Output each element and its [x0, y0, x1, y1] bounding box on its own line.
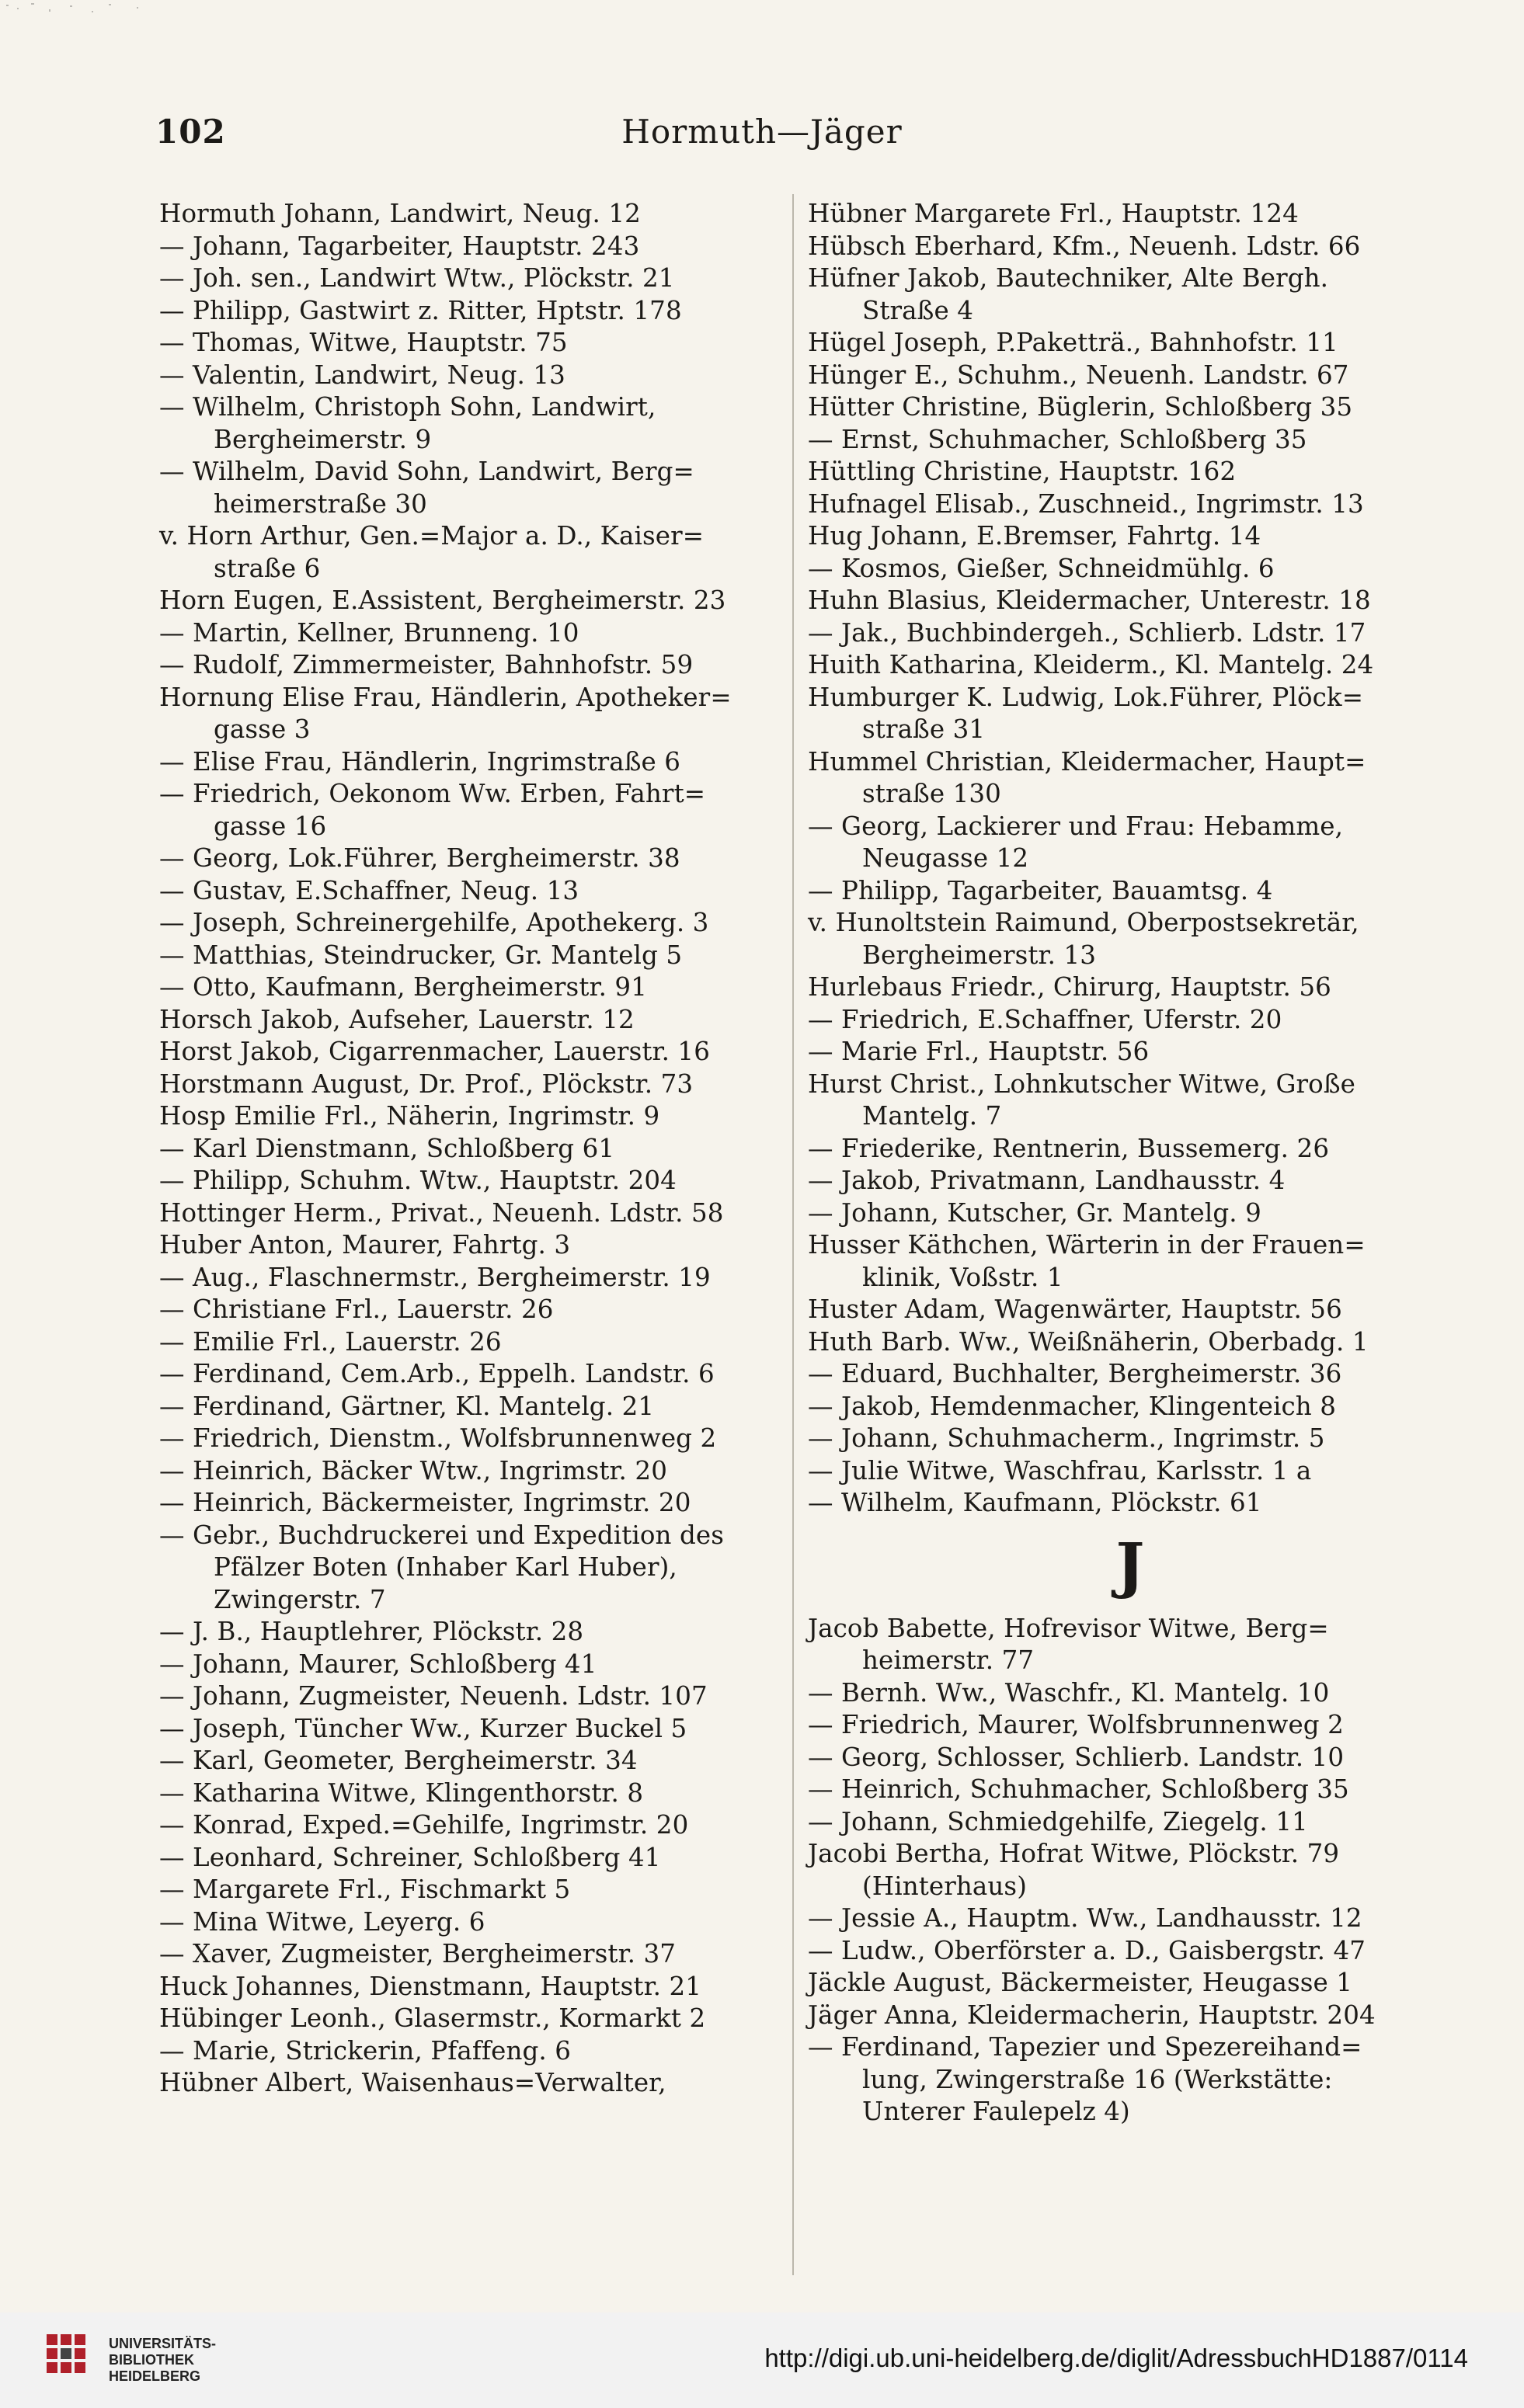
directory-entry: — Heinrich, Bäckermeister, Ingrimstr. 20	[159, 1488, 691, 1517]
entry-continuation: Straße 4	[862, 295, 973, 325]
directory-entry: — Wilhelm, David Sohn, Landwirt, Berg=	[159, 457, 694, 486]
directory-entry: Horst Jakob, Cigarrenmacher, Lauerstr. 16	[159, 1037, 710, 1066]
directory-entry: Hübinger Leonh., Glasermstr., Kormarkt 2	[159, 2003, 706, 2033]
directory-entry: Huhn Blasius, Kleidermacher, Unterestr. 18	[808, 585, 1371, 615]
directory-entry: — Jak., Buchbindergeh., Schlierb. Ldstr. 17	[808, 617, 1366, 648]
directory-entry: — Rudolf, Zimmermeister, Bahnhofstr. 59	[159, 650, 694, 679]
directory-entry: — Ferdinand, Cem.Arb., Eppelh. Landstr. 6	[159, 1359, 715, 1388]
right-column-entries-j	[808, 1613, 1453, 2128]
directory-entry: — Kosmos, Gießer, Schneidmühlg. 6	[808, 553, 1275, 583]
directory-entry: Horsch Jakob, Aufseher, Lauerstr. 12	[159, 1004, 635, 1034]
directory-entry: Jäger Anna, Kleidermacherin, Hauptstr. 204	[808, 2000, 1376, 2030]
entry-continuation: Pfälzer Boten (Inhaber Karl Huber),	[214, 1552, 677, 1582]
directory-entry: — Friedrich, Maurer, Wolfsbrunnenweg 2	[808, 1710, 1344, 1739]
directory-entry: Hüfner Jakob, Bautechniker, Alte Bergh.	[808, 263, 1329, 293]
directory-entry: Horn Eugen, E.Assistent, Bergheimerstr. 23	[159, 585, 726, 615]
directory-entry: — Friederike, Rentnerin, Bussemerg. 26	[808, 1133, 1330, 1163]
directory-entry: — Joseph, Schreinergehilfe, Apothekerg. 3	[159, 908, 709, 937]
entry-continuation: lung, Zwingerstraße 16 (Werkstätte:	[862, 2064, 1333, 2094]
directory-entry: Huth Barb. Ww., Weißnäherin, Oberbadg. 1	[808, 1326, 1369, 1357]
directory-entry: Humburger K. Ludwig, Lok.Führer, Plöck=	[808, 682, 1364, 712]
directory-entry: — Friedrich, Dienstm., Wolfsbrunnenweg 2	[159, 1423, 717, 1453]
running-head: Hormuth—Jäger	[621, 113, 903, 151]
directory-entry: — Mina Witwe, Leyerg. 6	[159, 1906, 485, 1937]
directory-entry: — Jakob, Hemdenmacher, Klingenteich 8	[808, 1391, 1337, 1421]
directory-entry: Huber Anton, Maurer, Fahrtg. 3	[159, 1230, 571, 1260]
entry-continuation: heimerstr. 77	[862, 1645, 1035, 1675]
library-name-line: UNIVERSITÄTS-	[109, 2336, 217, 2351]
directory-entry: — Xaver, Zugmeister, Bergheimerstr. 37	[159, 1939, 677, 1968]
scan-artifact	[0, 0, 202, 31]
directory-entry: Huster Adam, Wagenwärter, Hauptstr. 56	[808, 1294, 1342, 1324]
directory-entry: — Emilie Frl., Lauerstr. 26	[159, 1326, 502, 1357]
entry-continuation: klinik, Voßstr. 1	[862, 1262, 1063, 1292]
directory-entry: — Konrad, Exped.=Gehilfe, Ingrimstr. 20	[159, 1810, 689, 1840]
entry-continuation: Neugasse 12	[862, 843, 1029, 873]
directory-entry: — Martin, Kellner, Brunneng. 10	[159, 617, 579, 648]
entry-continuation: straße 31	[862, 714, 986, 744]
directory-entry: — Friedrich, E.Schaffner, Uferstr. 20	[808, 1004, 1282, 1034]
directory-entry: — Matthias, Steindrucker, Gr. Mantelg 5	[159, 940, 683, 970]
directory-entry: — Jakob, Privatmann, Landhausstr. 4	[808, 1166, 1286, 1195]
directory-entry: — Karl Dienstmann, Schloßberg 61	[159, 1133, 615, 1163]
directory-entry: Hufnagel Elisab., Zuschneid., Ingrimstr. 13	[808, 488, 1364, 519]
entry-continuation: gasse 16	[214, 811, 327, 841]
directory-entry: — Heinrich, Schuhmacher, Schloßberg 35	[808, 1774, 1349, 1804]
directory-entry: — Marie Frl., Hauptstr. 56	[808, 1037, 1150, 1066]
directory-entry: — Heinrich, Bäcker Wtw., Ingrimstr. 20	[159, 1455, 667, 1485]
directory-entry: v. Hunoltstein Raimund, Oberpostsekretär,	[808, 908, 1359, 937]
directory-entry: — Elise Frau, Händlerin, Ingrimstraße 6	[159, 746, 681, 777]
entry-continuation: (Hinterhaus)	[862, 1871, 1027, 1901]
library-name	[109, 2336, 216, 2385]
directory-entry: Hübner Margarete Frl., Hauptstr. 124	[808, 199, 1299, 228]
directory-entry: — Georg, Schlosser, Schlierb. Landstr. 10	[808, 1742, 1345, 1772]
directory-entry: Huck Johannes, Dienstmann, Hauptstr. 21	[159, 1971, 702, 2001]
directory-entry: — Johann, Zugmeister, Neuenh. Ldstr. 107	[159, 1681, 708, 1711]
library-name-line: BIBLIOTHEK	[109, 2352, 194, 2368]
entry-continuation: heimerstraße 30	[214, 488, 427, 519]
directory-entry: — Philipp, Tagarbeiter, Bauamtsg. 4	[808, 875, 1273, 905]
directory-entry: — Gebr., Buchdruckerei und Expedition des	[159, 1520, 725, 1550]
entry-continuation: Bergheimerstr. 13	[862, 940, 1097, 970]
directory-entry: — J. B., Hauptlehrer, Plöckstr. 28	[159, 1617, 584, 1646]
directory-entry: Husser Käthchen, Wärterin in der Frauen=	[808, 1230, 1366, 1260]
directory-entry: — Eduard, Buchhalter, Bergheimerstr. 36	[808, 1359, 1342, 1388]
directory-entry: — Christiane Frl., Lauerstr. 26	[159, 1294, 554, 1324]
directory-entry: Hübsch Eberhard, Kfm., Neuenh. Ldstr. 66	[808, 231, 1361, 261]
directory-entry: — Marie, Strickerin, Pfaffeng. 6	[159, 2035, 572, 2066]
directory-entry: — Philipp, Schuhm. Wtw., Hauptstr. 204	[159, 1166, 677, 1195]
directory-entry: — Georg, Lok.Führer, Bergheimerstr. 38	[159, 843, 680, 873]
directory-entry: Horstmann August, Dr. Prof., Plöckstr. 73	[159, 1068, 694, 1099]
directory-entry: — Ernst, Schuhmacher, Schloßberg 35	[808, 424, 1307, 454]
directory-entry: — Ferdinand, Tapezier und Spezereihand=	[808, 2032, 1362, 2062]
directory-entry: — Philipp, Gastwirt z. Ritter, Hptstr. 178	[159, 295, 682, 325]
directory-entry: Hüttling Christine, Hauptstr. 162	[808, 457, 1237, 486]
directory-entry: — Joh. sen., Landwirt Wtw., Plöckstr. 21	[159, 263, 675, 293]
directory-entry: Hornung Elise Frau, Händlerin, Apotheker=	[159, 682, 732, 712]
directory-entry: — Johann, Schmiedgehilfe, Ziegelg. 11	[808, 1806, 1308, 1836]
directory-entry: Hurlebaus Friedr., Chirurg, Hauptstr. 56	[808, 972, 1331, 1002]
directory-entry: Hurst Christ., Lohnkutscher Witwe, Große	[808, 1068, 1355, 1099]
right-column-entries-h	[808, 198, 1453, 1520]
directory-entry: — Jessie A., Hauptm. Ww., Landhausstr. 12	[808, 1903, 1362, 1933]
footer-bar	[0, 2312, 1524, 2408]
directory-entry: — Wilhelm, Christoph Sohn, Landwirt,	[159, 392, 656, 422]
directory-entry: Jäckle August, Bäckermeister, Heugasse 1	[808, 1968, 1353, 1997]
directory-entry: Hübner Albert, Waisenhaus=Verwalter,	[159, 2068, 666, 2097]
section-letter: J	[1115, 1530, 1145, 1601]
entry-continuation: gasse 3	[214, 714, 311, 744]
directory-entry: Hütter Christine, Büglerin, Schloßberg 35	[808, 392, 1353, 422]
directory-entry: Hug Johann, E.Bremser, Fahrtg. 14	[808, 521, 1261, 551]
right-column	[808, 198, 1453, 2128]
page-number: 102	[155, 113, 226, 151]
source-url-link[interactable]: http://digi.ub.uni-heidelberg.de/diglit/AdressbuchHD1887/0114	[764, 2344, 1468, 2372]
university-library-logo-icon	[47, 2334, 98, 2385]
directory-entry: — Thomas, Witwe, Hauptstr. 75	[159, 328, 568, 357]
entry-continuation: Unterer Faulepelz 4)	[862, 2097, 1130, 2126]
directory-entry: — Aug., Flaschnermstr., Bergheimerstr. 19	[159, 1262, 711, 1292]
entry-continuation: Bergheimerstr. 9	[214, 424, 432, 454]
entry-continuation: straße 130	[862, 779, 1001, 808]
directory-entry: — Valentin, Landwirt, Neug. 13	[159, 360, 565, 390]
left-column	[159, 198, 804, 2100]
directory-entry: — Karl, Geometer, Bergheimerstr. 34	[159, 1746, 638, 1775]
entry-continuation: straße 6	[214, 553, 321, 583]
directory-entry: — Gustav, E.Schaffner, Neug. 13	[159, 875, 579, 905]
directory-entry: — Bernh. Ww., Waschfr., Kl. Mantelg. 10	[808, 1677, 1330, 1708]
directory-entry: — Otto, Kaufmann, Bergheimerstr. 91	[159, 972, 647, 1002]
entry-continuation: Mantelg. 7	[862, 1101, 1002, 1131]
directory-entry: Hottinger Herm., Privat., Neuenh. Ldstr. 58	[159, 1197, 724, 1228]
directory-entry: — Joseph, Tüncher Ww., Kurzer Buckel 5	[159, 1713, 687, 1743]
directory-entry: Jacob Babette, Hofrevisor Witwe, Berg=	[808, 1613, 1329, 1643]
directory-entry: — Johann, Kutscher, Gr. Mantelg. 9	[808, 1197, 1261, 1228]
entry-continuation: Zwingerstr. 7	[214, 1584, 386, 1614]
directory-entry: Hormuth Johann, Landwirt, Neug. 12	[159, 199, 641, 228]
directory-entry: — Friedrich, Oekonom Ww. Erben, Fahrt=	[159, 779, 706, 808]
directory-entry: — Katharina Witwe, Klingenthorstr. 8	[159, 1777, 644, 1808]
directory-entry: — Julie Witwe, Waschfrau, Karlsstr. 1 a	[808, 1455, 1312, 1485]
directory-entry: — Margarete Frl., Fischmarkt 5	[159, 1875, 571, 1904]
directory-entry: Jacobi Bertha, Hofrat Witwe, Plöckstr. 79	[808, 1839, 1340, 1868]
directory-entry: — Wilhelm, Kaufmann, Plöckstr. 61	[808, 1488, 1262, 1517]
directory-entry: Huith Katharina, Kleiderm., Kl. Mantelg. 24	[808, 650, 1374, 679]
library-name-line: HEIDELBERG	[109, 2368, 201, 2384]
directory-entry: — Ferdinand, Gärtner, Kl. Mantelg. 21	[159, 1391, 655, 1421]
directory-entry: v. Horn Arthur, Gen.=Major a. D., Kaiser=	[159, 521, 705, 551]
directory-entry: — Georg, Lackierer und Frau: Hebamme,	[808, 811, 1344, 841]
directory-entry: — Johann, Maurer, Schloßberg 41	[159, 1649, 597, 1679]
directory-entry: Hünger E., Schuhm., Neuenh. Landstr. 67	[808, 360, 1349, 390]
directory-entry: Hügel Joseph, P.Paketträ., Bahnhofstr. 11	[808, 328, 1338, 357]
directory-entry: — Johann, Schuhmacherm., Ingrimstr. 5	[808, 1423, 1325, 1453]
directory-entry: Hosp Emilie Frl., Näherin, Ingrimstr. 9	[159, 1101, 660, 1131]
directory-entry: — Leonhard, Schreiner, Schloßberg 41	[159, 1842, 661, 1872]
directory-entry: — Ludw., Oberförster a. D., Gaisbergstr. 47	[808, 1935, 1366, 1965]
directory-entry: Hummel Christian, Kleidermacher, Haupt=	[808, 746, 1366, 777]
directory-entry: — Johann, Tagarbeiter, Hauptstr. 243	[159, 231, 640, 261]
